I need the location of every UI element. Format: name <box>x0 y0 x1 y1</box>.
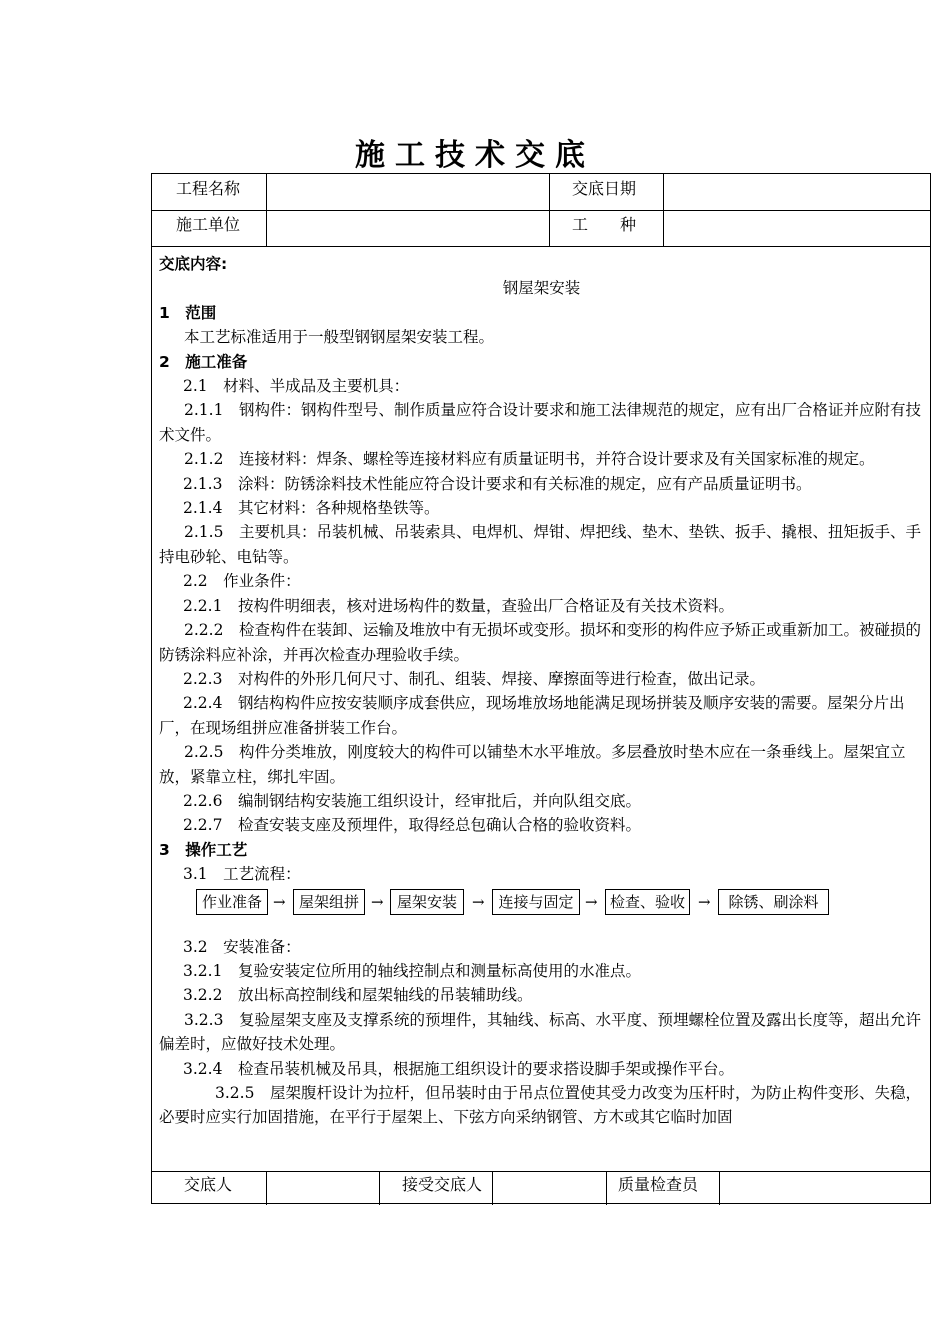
paragraph: 2.1.2 连接材料：焊条、螺栓等连接材料应有质量证明书，并符合设计要求及有关国家标准的规定。 <box>184 450 875 469</box>
paragraph: 3.2.1 复验安装定位所用的轴线控制点和测量标高使用的水准点。 <box>183 961 641 980</box>
flow-step: 屋架组拼 <box>293 889 365 915</box>
flow-step: 屋架安装 <box>390 889 464 915</box>
column-divider <box>549 174 550 246</box>
section-heading: 2 施工准备 <box>159 352 248 371</box>
receiver-label: 接受交底人 <box>402 1175 483 1194</box>
column-divider <box>606 1171 607 1205</box>
flow-step: 作业准备 <box>196 889 268 915</box>
paragraph: 3.2.5 屋架腹杆设计为拉杆，但吊装时由于吊点位置使其受力改变为压杆时，为防止构件变形、失稳，必要时应实行加固措施，在平行于屋架上、下弦方向采纳钢管、方木或其它临时加固 <box>159 1084 921 1127</box>
disclosure-content <box>159 252 924 1130</box>
flow-step: 检查、验收 <box>605 889 690 915</box>
document-title: 施工技术交底 <box>355 138 595 173</box>
column-divider <box>266 174 267 246</box>
paragraph: 2.2.3 对构件的外形几何尺寸、制孔、组装、焊接、摩擦面等进行检查，做出记录。 <box>183 669 765 688</box>
project-name-label: 工程名称 <box>176 179 241 198</box>
column-divider <box>266 1171 267 1205</box>
paragraph: 2.1.5 主要机具：吊装机械、吊装索具、电焊机、焊钳、焊把线、垫木、垫铁、扳手、撬根、扭矩扳手、手持电砂轮、电钻等。 <box>159 523 921 566</box>
column-divider <box>492 1171 493 1205</box>
paragraph: 3.2.4 检查吊装机械及吊具，根据施工组织设计的要求搭设脚手架或操作平台。 <box>183 1059 734 1078</box>
row-divider <box>152 210 930 211</box>
date-label: 交底日期 <box>572 179 637 198</box>
row-divider <box>152 1171 930 1172</box>
paragraph: 2.2.2 检查构件在装卸、运输及堆放中有无损坏或变形。损坏和变形的构件应予矫正或重新加工。被碰损的防锈涂料应补涂，并再次检查办理验收手续。 <box>159 621 921 664</box>
subsection-heading: 2.2 作业条件： <box>183 572 301 591</box>
paragraph: 2.2.1 按构件明细表，核对进场构件的数量，查验出厂合格证及有关技术资料。 <box>183 596 734 615</box>
column-divider <box>719 1171 720 1205</box>
arrow-right-icon: → <box>698 892 711 911</box>
process-flow <box>159 889 924 919</box>
flow-step: 除锈、刷涂料 <box>718 889 829 915</box>
subsection-heading: 3.2 安装准备： <box>183 937 301 956</box>
paragraph: 本工艺标准适用于一般型钢钢屋架安装工程。 <box>184 328 495 347</box>
paragraph: 2.1.1 钢构件：钢构件型号、制作质量应符合设计要求和施工法律规范的规定，应有出厂合格证并应附有技术文件。 <box>159 401 921 444</box>
row-divider <box>152 246 930 247</box>
section-heading: 1 范围 <box>159 303 217 322</box>
content-label: 交底内容: <box>159 255 228 273</box>
column-divider <box>379 1171 380 1205</box>
construction-unit-label: 施工单位 <box>176 215 241 234</box>
subsection-heading: 2.1 材料、半成品及主要机具： <box>183 377 410 396</box>
column-divider <box>663 174 664 246</box>
arrow-right-icon: → <box>371 892 384 911</box>
paragraph: 2.2.5 构件分类堆放，刚度较大的构件可以铺垫木水平堆放。多层叠放时垫木应在一条垂线上。屋架宜立放，紧靠立柱，绑扎牢固。 <box>159 743 906 786</box>
paragraph: 3.2.3 复验屋架支座及支撑系统的预埋件，其轴线、标高、水平度、预埋螺栓位置及露出长度等，超出允许偏差时，应做好技术处理。 <box>159 1010 921 1054</box>
paragraph: 2.1.4 其它材料：各种规格垫铁等。 <box>183 499 440 518</box>
subsection-heading: 3.1 工艺流程： <box>183 865 301 884</box>
paragraph: 2.2.6 编制钢结构安装施工组织设计，经审批后，并向队组交底。 <box>183 791 641 810</box>
discloser-label: 交底人 <box>184 1175 233 1194</box>
paragraph: 2.1.3 涂料：防锈涂料技术性能应符合设计要求和有关标准的规定，应有产品质量证明书。 <box>183 474 812 493</box>
paragraph: 2.2.7 检查安装支座及预埋件，取得经总包确认合格的验收资料。 <box>183 816 641 835</box>
paragraph: 2.2.4 钢结构构件应按安装顺序成套供应，现场堆放场地能满足现场拼装及顺序安装的需要。屋架分片出厂，在现场组拼应准备拼装工作台。 <box>159 694 905 737</box>
trade-label: 工 种 <box>572 215 637 234</box>
content-title: 钢屋架安装 <box>502 279 581 298</box>
arrow-right-icon: → <box>585 892 598 911</box>
paragraph: 3.2.2 放出标高控制线和屋架轴线的吊装辅助线。 <box>183 986 533 1005</box>
arrow-right-icon: → <box>472 892 485 911</box>
arrow-right-icon: → <box>273 892 286 911</box>
inspector-label: 质量检查员 <box>618 1175 699 1194</box>
section-heading: 3 操作工艺 <box>159 840 248 859</box>
flow-step: 连接与固定 <box>492 889 580 915</box>
